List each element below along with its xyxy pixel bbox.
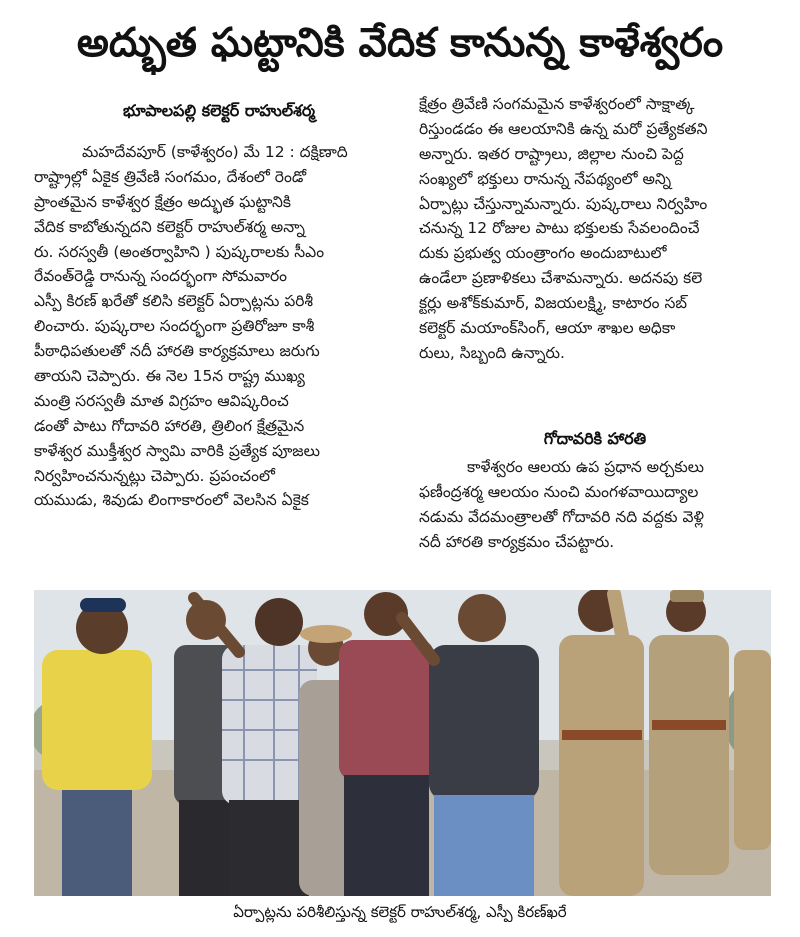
text-line: లించారు. పుష్కరాల సందర్భంగా ప్రతిరోజూ కాశీ — [34, 317, 315, 336]
text-line: ఏర్పాట్లు చేస్తున్నామన్నారు. పుష్కరాలు నిర్వహిం — [419, 194, 708, 213]
news-photo — [34, 590, 771, 896]
article-right-column-continued — [419, 455, 771, 555]
text-line: దుకు ప్రభుత్వ యంత్రాంగం అందుబాటులో — [419, 244, 667, 263]
text-line: క్షేత్రం త్రివేణి సంగమమైన కాళేశ్వరంలో సాక్షాత్క — [419, 95, 695, 113]
text-line: ప్రాంతమైన కాళేశ్వర క్షేత్రం అద్భుత ఘట్టానికి — [34, 192, 291, 211]
text-line: చనున్న 12 రోజుల పాటు భక్తులకు సేవలందించే — [419, 219, 700, 238]
article-left-column — [34, 140, 404, 513]
text-line: కాళేశ్వరం ఆలయ ఉప ప్రధాన అర్చకులు — [467, 458, 705, 476]
officials-inspecting-photo — [34, 590, 771, 896]
text-line: నిర్వహించనున్నట్లు చెప్పారు. ప్రపంచంలో — [34, 466, 275, 485]
article-right-column — [419, 92, 771, 366]
text-line: వేదిక కాబోతున్నదని కలెక్టర్ రాహుల్‌శర్మ అన్నా — [34, 217, 305, 236]
text-line: మంత్రి సరస్వతీ మాత విగ్రహం ఆవిష్కరించ — [34, 391, 289, 410]
police-officer-1 — [559, 590, 644, 896]
text-line: పీఠాధిపతులతో నదీ హారతి కార్యక్రమాలు జరుగు — [34, 342, 320, 361]
text-line: నడుమ వేదమంత్రాలతో గోదావరి నది వద్దకు వెళ్లి — [419, 507, 704, 526]
text-line: సంఖ్యలో భక్తులు రానున్న నేపథ్యంలో అన్ని — [419, 169, 672, 188]
text-line: రు. సరస్వతీ (అంతర్వాహిని ) పుష్కరాలకు సీఎం — [34, 242, 325, 261]
text-line: మహదేవపూర్ (కాళేశ్వరం) మే 12 : దక్షిణాది — [82, 143, 348, 161]
text-line: ఉండేలా ప్రణాళికలు చేశామన్నారు. అదనపు కలె — [419, 269, 703, 288]
text-line: రులు, సిబ్బంది ఉన్నారు. — [419, 343, 565, 362]
text-line: కలెక్టర్ మయాంక్‌సింగ్, ఆయా శాఖల అధికా — [419, 319, 676, 338]
police-officer-3 — [734, 650, 771, 850]
text-line: డంతో పాటు గోదావరి హారతి, త్రిలింగ క్షేత్రమైన — [34, 416, 305, 435]
subheading: గోదావరికి హారతి — [543, 429, 647, 448]
text-line: రాష్ట్రాల్లో ఏకైక త్రివేణి సంగమం, దేశంలో రెండో — [34, 167, 307, 186]
headline: అద్భుత ఘట్టానికి వేదిక కానున్న కాళేశ్వరం — [76, 20, 724, 66]
text-line: రేవంత్‌రెడ్డి రానున్న సందర్భంగా సోమవారం — [34, 267, 288, 286]
text-line: ఎస్పీ కిరణ్ ఖరేతో కలిసి కలెక్టర్ ఏర్పాట్లను పరిశీ — [34, 292, 313, 311]
text-line: కాళేశ్వర ముక్తీశ్వర స్వామి వారికి ప్రత్యేక పూజలు — [34, 441, 320, 460]
photo-caption: ఏర్పాట్లను పరిశీలిస్తున్న కలెక్టర్ రాహుల్‌శర్మ, ఎస్పీ కిరణ్‌ఖరే — [233, 903, 567, 921]
text-line: క్టర్లు అశోక్‌కుమార్, విజయలక్ష్మి, కాటారం సబ్ — [419, 294, 687, 313]
byline: భూపాలపల్లి కలెక్టర్ రాహుల్‌శర్మ — [123, 101, 315, 120]
text-line: తాయని చెప్పారు. ఈ నెల 15న రాష్ట్ర ముఖ్య — [34, 367, 305, 386]
text-line: ఫణీంద్రశర్మ ఆలయం నుంచి మంగళవాయిద్యాల — [419, 482, 699, 501]
text-line: యముడు, శివుడు లింగాకారంలో వెలసిన ఏకైక — [34, 491, 309, 510]
text-line: అన్నారు. ఇతర రాష్ట్రాలు, జిల్లాల నుంచి పెద్ద — [419, 144, 684, 163]
text-line: నదీ హారతి కార్యక్రమం చేపట్టారు. — [419, 532, 615, 551]
text-line: రిస్తుండడం ఈ ఆలయానికి ఉన్న మరో ప్రత్యేకతని — [419, 119, 708, 138]
